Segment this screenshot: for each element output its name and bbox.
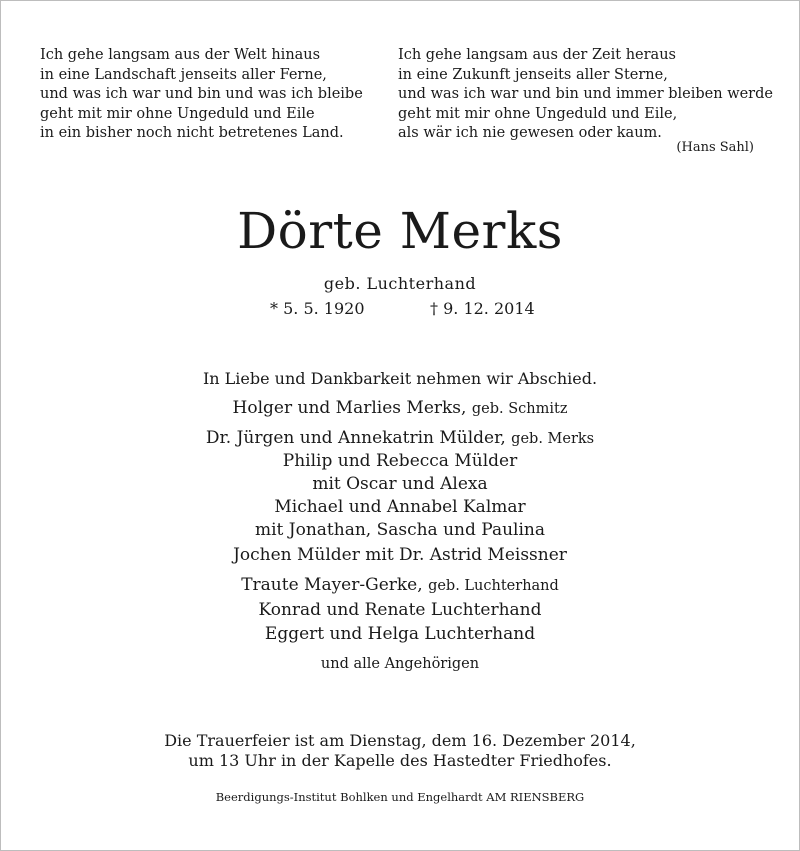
family-line — [0, 428, 800, 448]
family-line: mit Oscar und Alexa — [312, 474, 488, 494]
maiden-name: geb. Merks — [511, 431, 595, 447]
family-line: Michael und Annabel Kalmar — [274, 497, 526, 517]
poem-line: in eine Landschaft jenseits aller Ferne, — [40, 66, 327, 83]
family-line: Jochen Mülder mit Dr. Astrid Meissner — [233, 545, 567, 565]
family-line — [0, 575, 800, 595]
family-name: Holger und Marlies Merks, — [232, 398, 467, 418]
poem-line: Ich gehe langsam aus der Welt hinaus — [40, 47, 321, 63]
ceremony-line: um 13 Uhr in der Kapelle des Hastedter Friedhofes. — [188, 751, 612, 770]
poem-line: in ein bisher noch nicht betretenes Land. — [40, 125, 344, 141]
family-line: Philip und Rebecca Mülder — [282, 451, 518, 471]
undertaker: Beerdigungs-Institut Bohlken und Engelhardt AM RIENSBERG — [215, 790, 585, 804]
ceremony-line: Die Trauerfeier ist am Dienstag, dem 16. Dezember 2014, — [164, 731, 636, 750]
poem-line: in eine Zukunft jenseits aller Sterne, — [398, 66, 668, 83]
maiden-name: geb. Schmitz — [471, 401, 568, 417]
family-line: Eggert und Helga Luchterhand — [264, 624, 536, 644]
family-name: Dr. Jürgen und Annekatrin Mülder, — [205, 428, 506, 448]
family-line: Konrad und Renate Luchterhand — [258, 600, 542, 620]
maiden-name: geb. Luchterhand — [428, 578, 559, 594]
poem-line: geht mit mir ohne Ungeduld und Eile, — [398, 105, 678, 122]
family-line: mit Jonathan, Sascha und Paulina — [254, 520, 545, 540]
poem-left — [40, 46, 363, 144]
death-date: † 9. 12. 2014 — [430, 299, 535, 318]
poem-line: und was ich war und bin und immer bleiben werde — [398, 86, 773, 102]
poem-line: geht mit mir ohne Ungeduld und Eile — [40, 105, 315, 122]
other-relatives: und alle Angehörigen — [320, 656, 480, 672]
poem-line: Ich gehe langsam aus der Zeit heraus — [398, 47, 676, 63]
birth-date: * 5. 5. 1920 — [270, 299, 365, 318]
family-line — [0, 398, 800, 418]
poem-line: und was ich war und bin und was ich bleibe — [40, 86, 363, 102]
deceased-name: Dörte Merks — [237, 202, 563, 260]
family-name: Traute Mayer-Gerke, — [241, 575, 423, 595]
birth-name: geb. Luchterhand — [323, 274, 477, 293]
farewell-intro: In Liebe und Dankbarkeit nehmen wir Abschied. — [202, 369, 598, 388]
poem-right — [398, 46, 773, 144]
poem-line: als wär ich nie gewesen oder kaum. — [398, 125, 662, 141]
poem-credit: (Hans Sahl) — [676, 140, 754, 155]
